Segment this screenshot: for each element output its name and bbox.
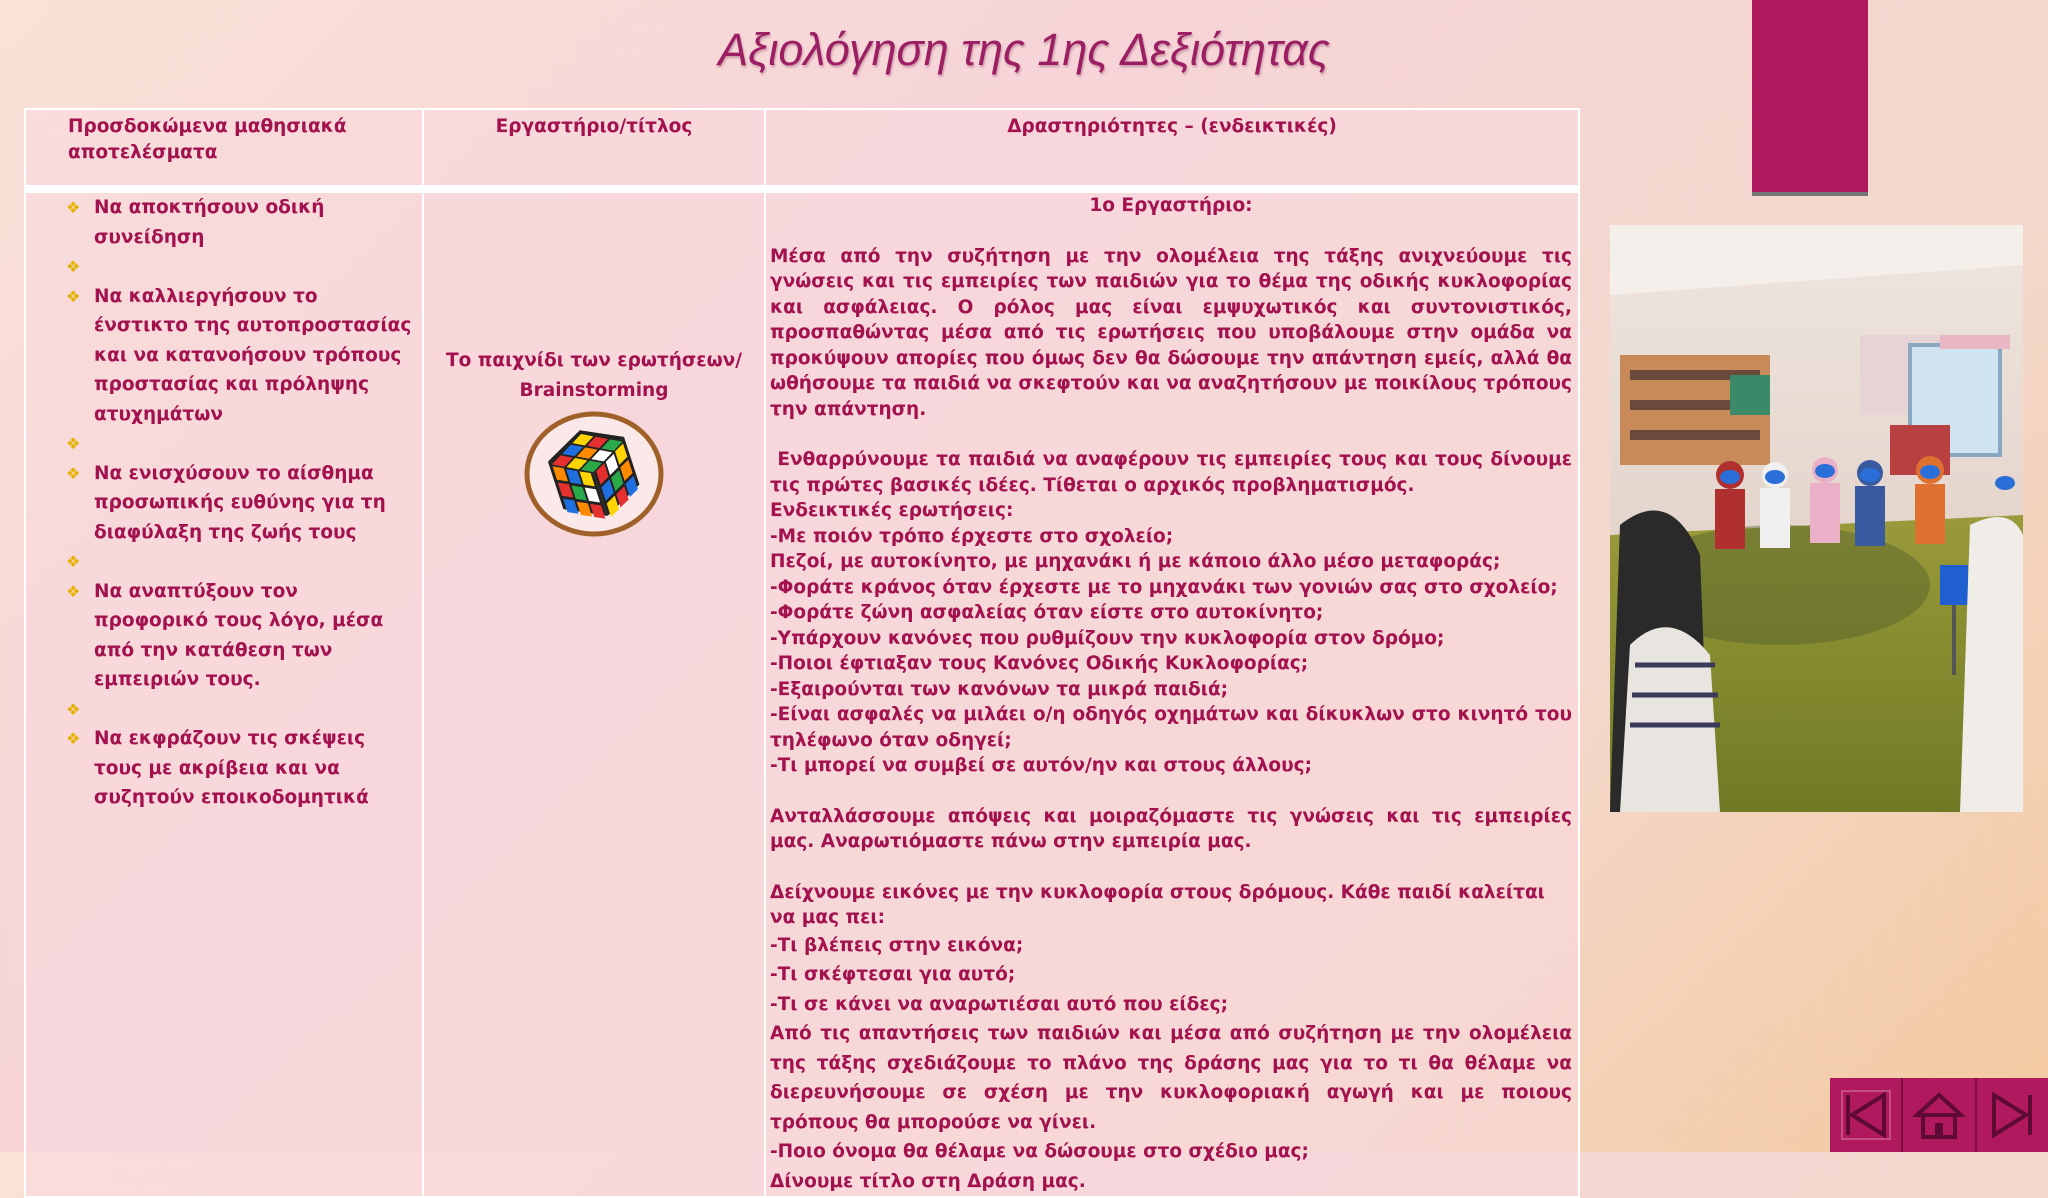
diamond-bullet-icon: ❖: [66, 699, 81, 719]
spacer: [770, 855, 1572, 880]
question-line: -Υπάρχουν κανόνες που ρυθμίζουν την κυκλοφορία στον δρόμο;: [770, 627, 1445, 649]
outcomes-cell: [25, 192, 423, 1197]
activities-paragraph: Από τις απαντήσεις των παιδιών και μέσα από συζήτηση με την ολομέλεια της τάξης σχεδιάζουμε το πλάνο της δράσης μας για το τι θα θέλαμε να διερευνήσουμε σε σχέση με την κυκλοφοριακή αγωγή και με ποιους τρόπους θα μπορούσε να γίνει.: [770, 1023, 1572, 1133]
outcomes-list: [66, 193, 414, 813]
slide-title: Αξιολόγηση της 1ης Δεξιότητας: [718, 24, 1330, 75]
question-line: -Με ποιόν τρόπο έρχεστε στο σχολείο;: [770, 525, 1174, 547]
activities-paragraph: Μέσα από την συζήτηση με την ολομέλεια της τάξης ανιχνεύουμε τις γνώσεις και τις εμπειρίες των παιδιών για το θέμα της οδικής κυκλοφορίας και ασφάλειας. Ο ρόλος μας είναι εμψυχωτικός και συντονιστικός, προσπαθώντας μέσα από τις ερωτήσεις που υποβάλουμε στην ομάδα να προκύψουν απορίες που όμως δεν θα δώσουμε την απάντηση εμείς, αλλά θα ωθήσουμε τα παιδιά να σκεφτούν και να αναζητήσουν με ποικίλους τρόπους την απάντηση.: [770, 245, 1572, 420]
list-item: [66, 282, 414, 430]
question-line: -Φοράτε κράνος όταν έρχεστε με το μηχανάκι των γονιών σας στο σχολείο;: [770, 576, 1558, 598]
picture-question: -Τι σε κάνει να αναρωτιέσαι αυτό που είδες;: [770, 993, 1228, 1015]
picture-question: -Τι βλέπεις στην εικόνα;: [770, 934, 1024, 956]
next-icon: [1982, 1085, 2042, 1145]
spacer: [770, 219, 1572, 244]
diamond-bullet-icon: ❖: [66, 198, 81, 217]
home-icon: [1909, 1085, 1969, 1145]
classroom-photo: [1610, 225, 2023, 812]
question-line: Πεζοί, με αυτοκίνητο, με μηχανάκι ή με κάποιο άλλο μέσο μεταφοράς;: [770, 551, 1501, 572]
spacer: [770, 779, 1572, 804]
list-item: [66, 193, 414, 252]
next-slide-button[interactable]: [1975, 1078, 2048, 1152]
list-item: [66, 252, 414, 282]
table-header-row: [25, 109, 1579, 186]
previous-icon: [1836, 1085, 1896, 1145]
question-line: -Τι μπορεί να συμβεί σε αυτόν/ην και στους άλλους;: [770, 755, 1313, 776]
diamond-bullet-icon: ❖: [66, 434, 81, 453]
accent-block: [1752, 0, 1868, 196]
diamond-bullet-icon: ❖: [66, 729, 81, 748]
outcome-text: Να αναπτύξουν τον προφορικό τους λόγο, μέσα από την κατάθεση των εμπειριών τους.: [94, 580, 384, 690]
diamond-bullet-icon: ❖: [66, 257, 81, 276]
outcome-text: Να αποκτήσουν οδική συνείδηση: [94, 197, 325, 248]
table-body-row: [25, 192, 1579, 1197]
activities-paragraph: Δείχνουμε εικόνες με την κυκλοφορία στους δρόμους. Κάθε παιδί καλείται να μας πει:: [770, 881, 1545, 928]
rubiks-cube-icon: [524, 411, 664, 537]
diamond-bullet-icon: ❖: [66, 581, 81, 601]
header-activities: Δραστηριότητες – (ενδεικτικές): [765, 109, 1579, 186]
workshop-title: Το παιχνίδι των ερωτήσεων/ Brainstorming: [445, 350, 743, 401]
outcome-text: Να καλλιεργήσουν το ένστικτο της αυτοπροστασίας και να κατανοήσουν τρόπους προστασίας και πρόληψης ατυχημάτων: [94, 285, 412, 425]
header-workshop: Εργαστήριο/τίτλος: [423, 109, 765, 186]
skills-table: [24, 108, 1585, 1198]
diamond-bullet-icon: ❖: [66, 552, 81, 571]
question-line: -Ποιοι έφτιαξαν τους Κανόνες Οδικής Κυκλοφορίας;: [770, 653, 1309, 674]
diamond-bullet-icon: ❖: [66, 463, 81, 483]
list-item: [66, 429, 414, 459]
activities-cell: [765, 192, 1585, 1197]
workshop-cell: [423, 192, 765, 1197]
outcome-text: Να εκφράζουν τις σκέψεις τους με ακρίβεια και να συζητούν εποικοδομητικά: [94, 728, 369, 808]
closing-line: Δίνουμε τίτλο στη Δράση μας.: [770, 1170, 1086, 1192]
closing-line: -Ποιο όνομα θα θέλαμε να δώσουμε στο σχέδιο μας;: [770, 1141, 1309, 1162]
questions-heading: Ενδεικτικές ερωτήσεις:: [770, 500, 1014, 521]
header-outcomes: Προσδοκώμενα μαθησιακά αποτελέσματα: [25, 109, 423, 186]
activities-paragraph: Ενθαρρύνουμε τα παιδιά να αναφέρουν τις εμπειρίες τους και τους δίνουμε τις πρώτες βασικές ιδέες. Τίθεται ο αρχικός προβληματισμός.: [770, 449, 1585, 496]
list-item: [66, 459, 414, 548]
activities-heading: 1ο Εργαστήριο:: [1089, 195, 1253, 216]
picture-question: -Τι σκέφτεσαι για αυτό;: [770, 964, 1016, 985]
question-line: -Φοράτε ζώνη ασφαλείας όταν είστε στο αυτοκίνητο;: [770, 602, 1324, 623]
spacer: [770, 422, 1572, 447]
question-line: -Εξαιρούνται των κανόνων τα μικρά παιδιά;: [770, 678, 1229, 700]
list-item: [66, 695, 414, 725]
question-line: -Είναι ασφαλές να μιλάει ο/η οδηγός οχημάτων και δίκυκλων στο κινητό του τηλέφωνο όταν οδηγεί;: [770, 704, 1572, 751]
list-item: [66, 547, 414, 577]
list-item: [66, 724, 414, 813]
home-button[interactable]: [1901, 1078, 1974, 1152]
activities-paragraph: Ανταλλάσσουμε απόψεις και μοιραζόμαστε τις γνώσεις και τις εμπειρίες μας. Αναρωτιόμαστε πάνω στην εμπειρία μας.: [770, 805, 1572, 852]
slide-navigation: [1830, 1078, 2048, 1152]
previous-slide-button[interactable]: [1830, 1078, 1901, 1152]
list-item: [66, 577, 414, 695]
diamond-bullet-icon: ❖: [66, 286, 81, 306]
outcome-text: Να ενισχύσουν το αίσθημα προσωπικής ευθύνης για τη διαφύλαξη της ζωής τους: [94, 462, 386, 543]
